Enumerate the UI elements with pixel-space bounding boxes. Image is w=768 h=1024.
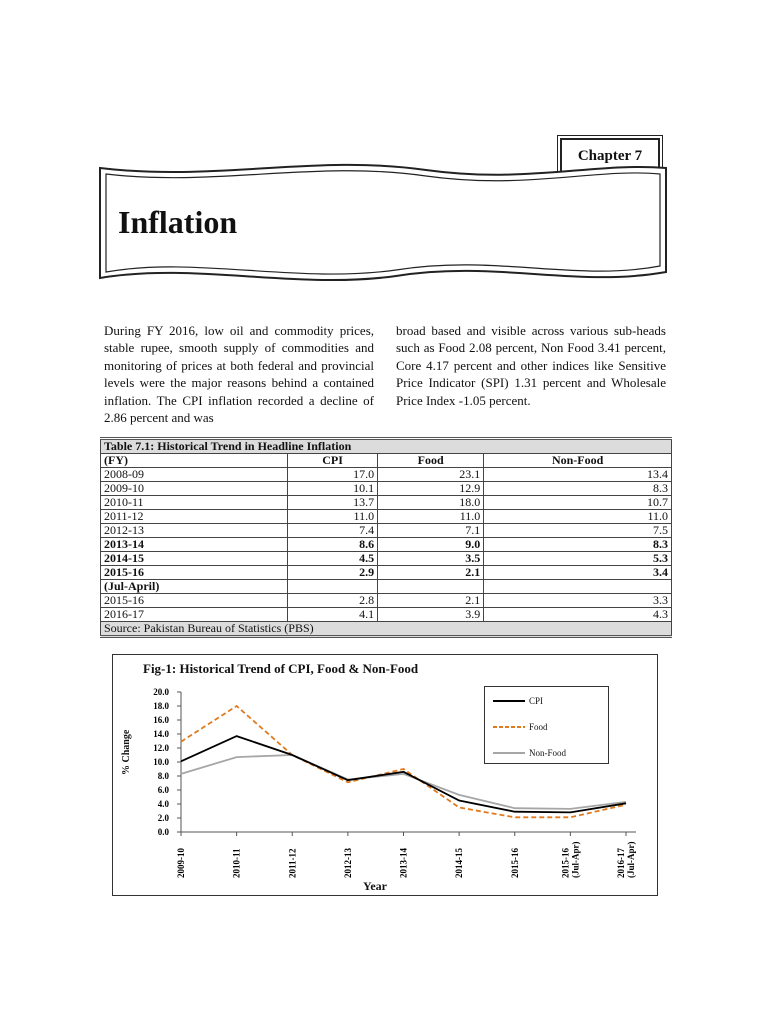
legend-swatch [491, 749, 527, 757]
y-tick-label: 12.0 [153, 743, 169, 753]
header-fy: (FY) [101, 454, 288, 468]
cell-cpi: 2.8 [288, 594, 378, 608]
cell-fy: 2010-11 [101, 496, 288, 510]
y-tick-label: 8.0 [157, 771, 169, 781]
cell-cpi: 13.7 [288, 496, 378, 510]
chart-legend [484, 686, 609, 764]
x-tick-label: 2015-16(Jul-Apr) [560, 841, 581, 878]
header-nonfood: Non-Food [484, 454, 672, 468]
y-axis-label: % Change [121, 729, 132, 775]
cell-fy: 2015-16 [101, 566, 288, 580]
chart-title: Fig-1: Historical Trend of CPI, Food & Non-Food [143, 661, 419, 676]
cell-food: 2.1 [378, 566, 484, 580]
figure-chart [112, 654, 658, 896]
cell-cpi: 4.1 [288, 608, 378, 622]
cell-food: 2.1 [378, 594, 484, 608]
table-row [101, 594, 672, 608]
legend-label: CPI [529, 696, 544, 706]
table-row [101, 524, 672, 538]
legend-item [491, 696, 543, 706]
cell-nonfood: 10.7 [484, 496, 672, 510]
x-tick-label: 2010-11 [231, 848, 242, 878]
table-row [101, 566, 672, 580]
cell-food: 3.9 [378, 608, 484, 622]
y-tick-label: 16.0 [153, 715, 169, 725]
cell-nonfood [484, 580, 672, 594]
legend-swatch [491, 723, 527, 731]
table-row [101, 510, 672, 524]
x-tick-label: 2014-15 [454, 848, 465, 878]
chapter-label: Chapter 7 [560, 138, 660, 174]
cell-fy: 2016-17 [101, 608, 288, 622]
cell-fy: 2009-10 [101, 482, 288, 496]
cell-cpi: 11.0 [288, 510, 378, 524]
legend-swatch [491, 697, 527, 705]
header-food: Food [378, 454, 484, 468]
legend-item [491, 722, 548, 732]
table-row [101, 580, 672, 594]
cell-fy: 2008-09 [101, 468, 288, 482]
x-tick-label: 2015-16 [509, 848, 520, 878]
chapter-title: Inflation [118, 204, 238, 240]
y-tick-label: 0.0 [157, 827, 169, 837]
y-tick-label: 14.0 [153, 729, 169, 739]
x-tick-label: 2016-17(Jul-Apr) [616, 841, 636, 878]
cell-cpi: 7.4 [288, 524, 378, 538]
table-row [101, 552, 672, 566]
cell-fy: 2011-12 [101, 510, 288, 524]
table-source: Source: Pakistan Bureau of Statistics (PBS) [101, 622, 672, 637]
cell-cpi: 2.9 [288, 566, 378, 580]
cell-nonfood: 7.5 [484, 524, 672, 538]
cell-food: 12.9 [378, 482, 484, 496]
cell-fy: 2014-15 [101, 552, 288, 566]
inflation-table [100, 437, 672, 638]
table-row [101, 496, 672, 510]
legend-item [491, 748, 566, 758]
y-tick-label: 4.0 [157, 799, 169, 809]
cell-food: 9.0 [378, 538, 484, 552]
header-cpi: CPI [288, 454, 378, 468]
table-row [101, 468, 672, 482]
chapter-banner [96, 160, 670, 290]
cell-nonfood: 4.3 [484, 608, 672, 622]
cell-food: 23.1 [378, 468, 484, 482]
cell-cpi: 17.0 [288, 468, 378, 482]
y-tick-label: 18.0 [153, 701, 169, 711]
cell-nonfood: 11.0 [484, 510, 672, 524]
x-axis-label: Year [363, 879, 387, 893]
y-tick-label: 6.0 [157, 785, 169, 795]
cell-food: 18.0 [378, 496, 484, 510]
cell-nonfood: 3.3 [484, 594, 672, 608]
cell-fy: 2012-13 [101, 524, 288, 538]
cell-food: 3.5 [378, 552, 484, 566]
table-row [101, 608, 672, 622]
legend-label: Non-Food [529, 748, 567, 758]
cell-nonfood: 5.3 [484, 552, 672, 566]
cell-food: 7.1 [378, 524, 484, 538]
x-tick-label: 2009-10 [176, 848, 186, 878]
cell-nonfood: 8.3 [484, 538, 672, 552]
intro-column-1: During FY 2016, low oil and commodity prices, stable rupee, smooth supply of commodities and monitoring of prices at both federal and provincial levels were the major reasons behind a contained inflation. The CPI inflation recorded a decline of 2.86 percent and was [104, 323, 374, 426]
y-tick-label: 20.0 [153, 687, 169, 697]
x-tick-label: 2013-14 [398, 848, 409, 878]
cell-fy: 2015-16 [101, 594, 288, 608]
legend-label: Food [529, 722, 548, 732]
cell-cpi: 8.6 [288, 538, 378, 552]
cell-food: 11.0 [378, 510, 484, 524]
y-tick-label: 2.0 [157, 813, 169, 823]
cell-fy: 2013-14 [101, 538, 288, 552]
cell-nonfood: 13.4 [484, 468, 672, 482]
table-row [101, 482, 672, 496]
cell-food [378, 580, 484, 594]
x-tick-label: 2011-12 [287, 848, 298, 878]
cell-nonfood: 3.4 [484, 566, 672, 580]
table-caption: Table 7.1: Historical Trend in Headline Inflation [101, 439, 672, 454]
cell-cpi: 4.5 [288, 552, 378, 566]
table-row [101, 538, 672, 552]
cell-fy: (Jul-April) [101, 580, 288, 594]
intro-column-2: broad based and visible across various sub-heads such as Food 2.08 percent, Non Food 3.41 percent, Core 4.17 percent and other indices like Sensitive Price Indicator (SPI) 1.31 percent and Wholesale Price Index -1.05 percent. [396, 323, 666, 408]
intro-text [104, 322, 666, 426]
cell-nonfood: 8.3 [484, 482, 672, 496]
x-tick-label: 2012-13 [342, 848, 353, 878]
cell-cpi: 10.1 [288, 482, 378, 496]
cell-cpi [288, 580, 378, 594]
y-tick-label: 10.0 [153, 757, 169, 767]
